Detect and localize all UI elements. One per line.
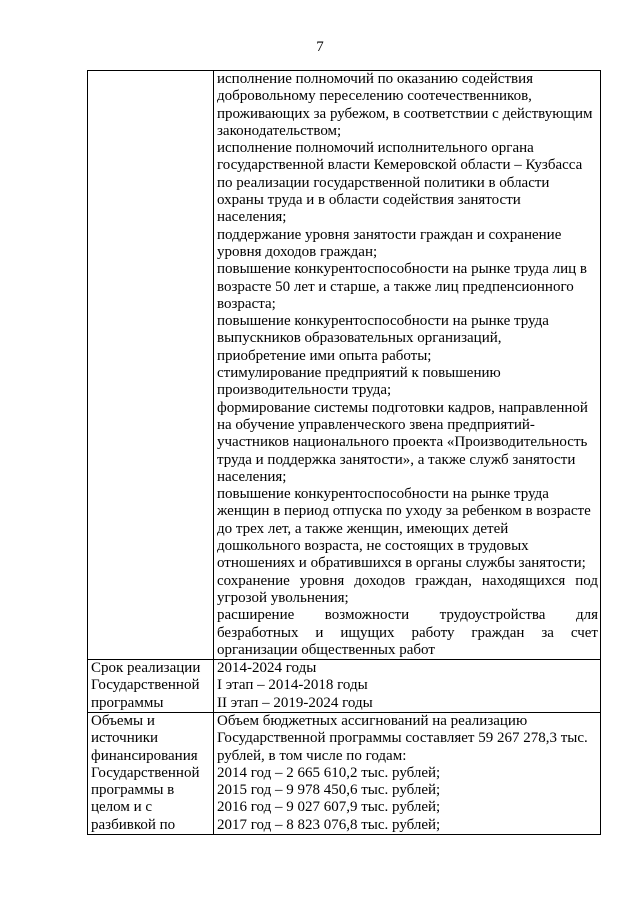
content-line: рублей, в том числе по годам:: [217, 747, 407, 764]
content-line: II этап – 2019-2024 годы: [217, 694, 373, 711]
label-line: целом и с: [91, 799, 153, 816]
content-line: труда и поддержка занятости», а также служб занятости: [217, 451, 576, 468]
content-line: угрозой увольнения;: [217, 589, 349, 606]
content-line: производительности труда;: [217, 382, 392, 399]
content-line: проживающих за рубежом, в соответствии с действующим: [217, 105, 593, 122]
content-line: уровня доходов граждан;: [217, 243, 378, 260]
content-line: повышение конкурентоспособности на рынке труда лиц в: [217, 261, 588, 278]
content-line: исполнение полномочий по оказанию содействия: [217, 71, 534, 87]
table-row: [88, 71, 601, 660]
content-line: организации общественных работ: [217, 641, 435, 658]
table-row: [88, 660, 601, 713]
content-line: государственной власти Кемеровской области – Кузбасса: [217, 157, 583, 174]
table-body: [88, 71, 601, 835]
content-line: населения;: [217, 468, 287, 485]
content-line: по реализации государственной политики в области: [217, 174, 550, 191]
content-line: безработных и ищущих работу граждан за счет: [217, 624, 598, 641]
content-line: сохранение уровня доходов граждан, находящихся под: [217, 572, 598, 589]
label-line: разбивкой по: [91, 816, 176, 833]
label-line: Срок реализации: [91, 660, 201, 677]
content-line: 2014-2024 годы: [217, 660, 317, 677]
row-content-cell: [214, 660, 601, 713]
row-label-cell: [88, 712, 214, 834]
content-line: приобретение ими опыта работы;: [217, 347, 432, 364]
content-line: дошкольного возраста, не состоящих в трудовых: [217, 538, 529, 555]
label-line: финансирования: [91, 747, 198, 764]
content-line: охраны труда и в области содействия занятости: [217, 192, 521, 209]
content-line: возраста;: [217, 295, 276, 312]
content-line: до трех лет, а также женщин, имеющих детей: [217, 520, 509, 537]
label-line: Государственной: [91, 764, 200, 781]
content-line: поддержание уровня занятости граждан и сохранение: [217, 226, 562, 243]
content-line: повышение конкурентоспособности на рынке труда: [217, 486, 549, 503]
content-line: формирование системы подготовки кадров, направленной: [217, 399, 588, 416]
content-line: расширение возможности трудоустройства для: [217, 607, 598, 624]
content-line: отношениях и обратившихся в органы службы занятости;: [217, 555, 586, 572]
content-line: 2017 год – 8 823 076,8 тыс. рублей;: [217, 816, 441, 833]
content-line: Государственной программы составляет 59 267 278,3 тыс.: [217, 730, 588, 747]
table-row: [88, 712, 601, 834]
content-line: возрасте 50 лет и старше, а также лиц предпенсионного: [217, 278, 574, 295]
row-content-cell: [214, 71, 601, 660]
label-line: Объемы и: [91, 712, 155, 729]
content-line: 2014 год – 2 665 610,2 тыс. рублей;: [217, 764, 441, 781]
content-line: выпускников образовательных организаций,: [217, 330, 502, 347]
content-line: населения;: [217, 209, 287, 226]
content-line: повышение конкурентоспособности на рынке труда: [217, 313, 549, 330]
content-line: на обучение управленческого звена предприятий-: [217, 416, 535, 433]
row-label-cell: [88, 660, 214, 713]
row-label-cell: [88, 71, 214, 660]
content-line: стимулирование предприятий к повышению: [217, 365, 501, 382]
row-content-cell: [214, 712, 601, 834]
content-line: законодательством;: [217, 122, 342, 139]
label-line: программы: [91, 694, 164, 711]
label-line: программы в: [91, 782, 175, 799]
content-line: Объем бюджетных ассигнований на реализацию: [217, 712, 528, 729]
content-line: участников национального проекта «Производительность: [217, 434, 588, 451]
content-line: женщин в период отпуска по уходу за ребенком в возрасте: [217, 503, 591, 520]
page-number: 7: [316, 39, 324, 55]
content-line: 2015 год – 9 978 450,6 тыс. рублей;: [217, 782, 441, 799]
label-line: источники: [91, 730, 159, 747]
content-line: исполнение полномочий исполнительного органа: [217, 140, 534, 157]
content-line: I этап – 2014-2018 годы: [217, 677, 368, 694]
label-line: Государственной: [91, 677, 200, 694]
passport-table: [87, 70, 601, 835]
content-line: добровольному переселению соотечественников,: [217, 88, 532, 105]
content-line: 2016 год – 9 027 607,9 тыс. рублей;: [217, 799, 441, 816]
